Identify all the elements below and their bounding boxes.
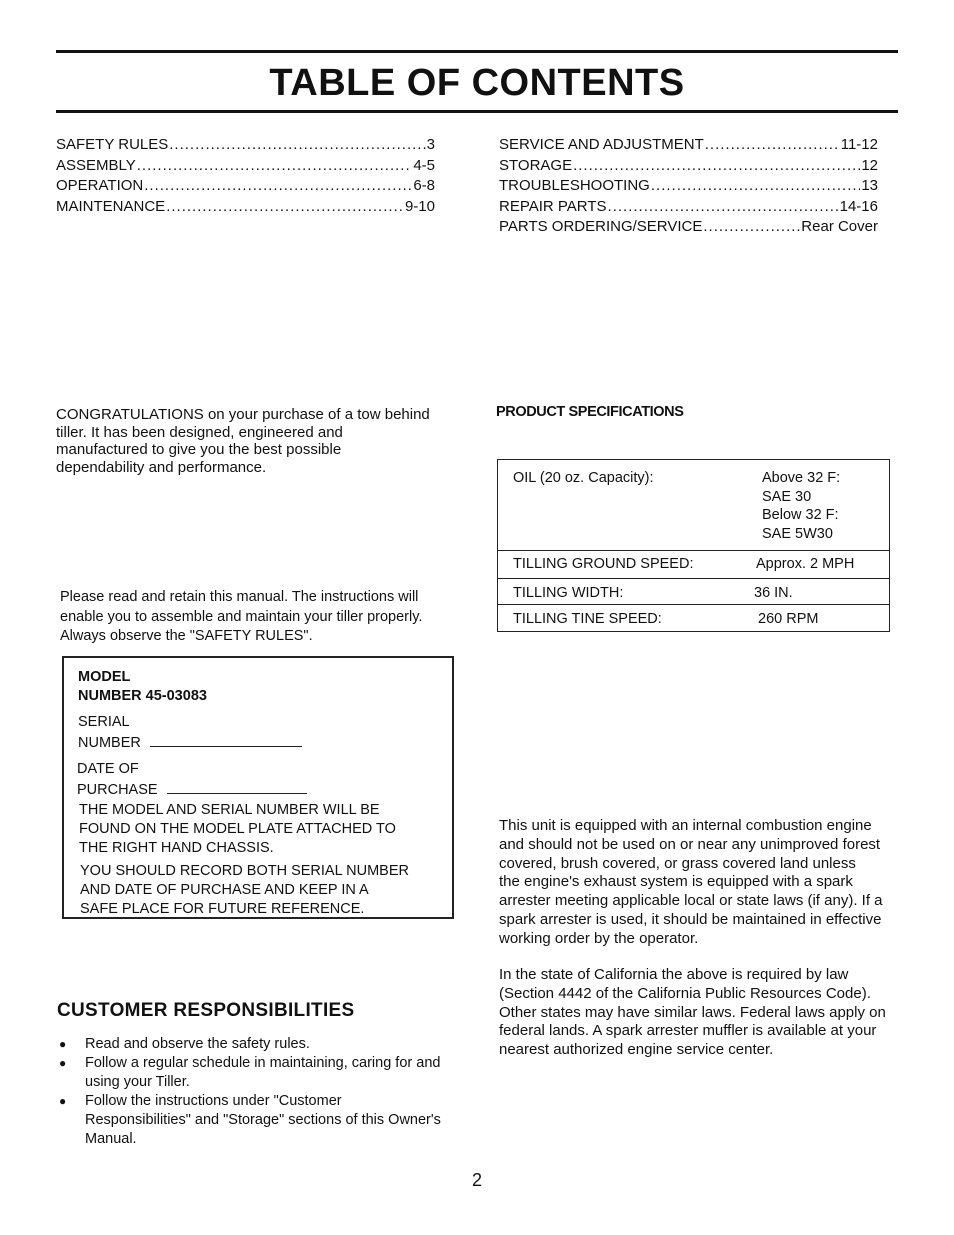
toc-entry: SERVICE AND ADJUSTMENT ..... 11-12 (499, 136, 878, 157)
specs-heading: PRODUCT SPECIFICATIONS (496, 404, 684, 420)
toc-entry: REPAIR PARTS ..... 14-16 (499, 198, 878, 219)
toc-left (56, 136, 435, 218)
list-item: ● Follow a regular schedule in maintaining, caring for and using your Tiller. (59, 1055, 441, 1090)
serial-label: SERIAL (78, 714, 130, 730)
spark-arrester-notice: This unit is equipped with an internal combustion engine and should not be used on or near any unimproved forest covered, brush covered, or grass covered land unless the engine's exhaust system is equipped with a spark arrester meeting applicable local or state laws (if any). If a spark arrester is used, it should be maintained in effective working order by the operator. (499, 817, 883, 947)
title-underline (56, 110, 898, 113)
date-of-purchase-field[interactable]: PURCHASE (77, 779, 307, 800)
toc-right (499, 136, 878, 239)
bullet-icon: ● (59, 1094, 67, 1108)
list-item: ● Read and observe the safety rules. (59, 1036, 310, 1052)
retain-paragraph: Please read and retain this manual. The instructions will enable you to assemble and maintain your tiller properly. Always observe the "SAFETY RULES". (60, 589, 423, 644)
responsibilities-heading: CUSTOMER RESPONSIBILITIES (57, 1000, 355, 1021)
page-number: 2 (471, 1170, 482, 1190)
table-row: TILLING WIDTH: 36 IN. (498, 579, 889, 605)
page-title: TABLE OF CONTENTS (269, 62, 685, 104)
list-item: ● Follow the instructions under "Customer Responsibilities" and "Storage" sections of this Owner's Manual. (59, 1093, 441, 1147)
bullet-icon: ● (59, 1056, 67, 1070)
california-law-notice: In the state of California the above is required by law (Section 4442 of the California Public Resources Code). Other states may have similar laws. Federal laws apply on federal lands. A spark arrester muffler is available at your nearest authorized engine service center. (499, 966, 886, 1059)
table-row: OIL (20 oz. Capacity): Above 32 F: SAE 30 Below 32 F: SAE 5W30 (498, 460, 889, 551)
serial-number-field[interactable]: NUMBER (78, 732, 302, 753)
table-row: TILLING GROUND SPEED: Approx. 2 MPH (498, 551, 889, 579)
date-label: DATE OF (77, 761, 139, 777)
top-rule (56, 50, 898, 53)
table-row: TILLING TINE SPEED: 260 RPM (513, 611, 819, 627)
model-plate-note: THE MODEL AND SERIAL NUMBER WILL BE FOUND ON THE MODEL PLATE ATTACHED TO THE RIGHT HAND CHASSIS. (79, 802, 396, 856)
bullet-icon: ● (59, 1037, 67, 1051)
toc-entry: OPERATION ..... 6-8 (56, 177, 435, 198)
responsibilities-list (57, 1035, 467, 1149)
toc-entry: SAFETY RULES ..... 3 (56, 136, 435, 157)
toc-entry: TROUBLESHOOTING ..... 13 (499, 177, 878, 198)
toc-entry: STORAGE ..... 12 (499, 157, 878, 178)
model-number: NUMBER 45-03083 (78, 688, 207, 704)
toc-entry: ASSEMBLY ..... 4-5 (56, 157, 435, 178)
model-serial-box (62, 656, 454, 919)
record-note: YOU SHOULD RECORD BOTH SERIAL NUMBER AND DATE OF PURCHASE AND KEEP IN A SAFE PLACE FOR FUTURE REFERENCE. (80, 863, 409, 917)
toc-entry: PARTS ORDERING/SERVICE ..... Rear Cover (499, 218, 878, 239)
model-label: MODEL (78, 669, 131, 685)
toc-entry: MAINTENANCE ..... 9-10 (56, 198, 435, 219)
specs-table (497, 459, 890, 632)
congrats-paragraph: CONGRATULATIONS on your purchase of a tow behind tiller. It has been designed, engineered and manufactured to give you the best possible dependability and performance. (56, 406, 430, 476)
